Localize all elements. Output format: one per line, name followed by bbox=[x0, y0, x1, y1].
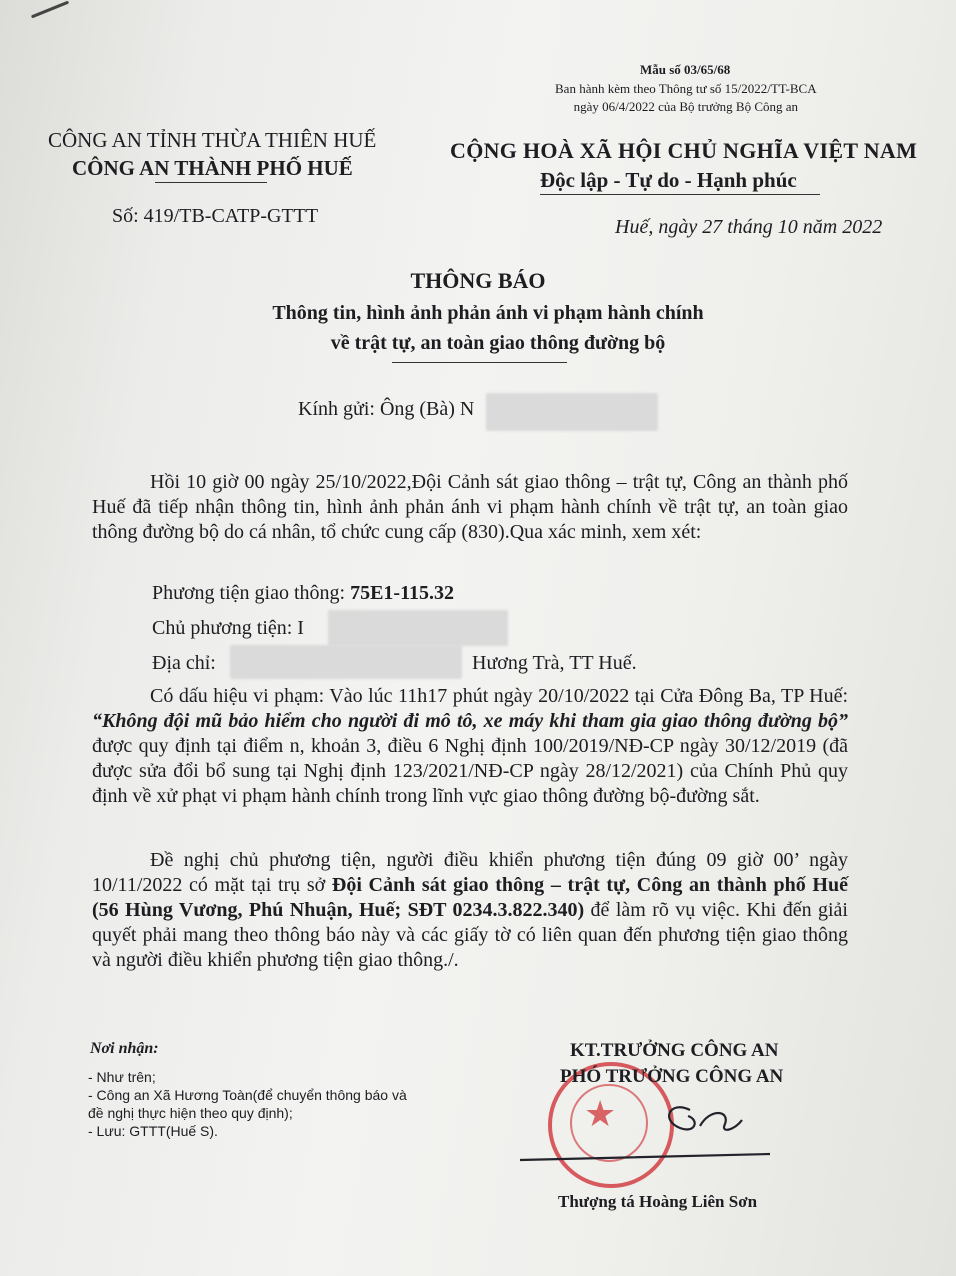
address-label: Địa chỉ: bbox=[152, 652, 216, 674]
address-value: Hương Trà, TT Huế. bbox=[472, 652, 637, 674]
vehicle-line bbox=[152, 582, 454, 605]
redaction-address bbox=[230, 645, 462, 679]
vehicle-plate: 75E1-115.32 bbox=[350, 582, 454, 604]
request-intro: Đề nghị chủ phương tiện, người điều khiển phương tiện đúng 09 giờ 00’ ngày 10/11/2022 có mặt tại trụ sở bbox=[92, 849, 848, 896]
subtitle-underline bbox=[392, 362, 567, 363]
form-code: Mẫu số 03/65/68 bbox=[640, 62, 731, 77]
recipients-label: Nơi nhận: bbox=[90, 1040, 159, 1057]
recipient-line: Kính gửi: Ông (Bà) N bbox=[298, 398, 475, 420]
handwritten-signature bbox=[520, 1090, 780, 1170]
recipients-item-3: - Lưu: GTTT(Huế S). bbox=[88, 1123, 218, 1139]
motto: Độc lập - Tự do - Hạnh phúc bbox=[540, 168, 797, 192]
org-underline bbox=[155, 182, 267, 183]
violation-description: “Không đội mũ bảo hiểm cho người đi mô tô, xe máy khi tham gia giao thông đường bộ” bbox=[92, 710, 848, 732]
signer-name: Thượng tá Hoàng Liên Sơn bbox=[558, 1192, 758, 1211]
vehicle-label: Phương tiện giao thông: bbox=[152, 582, 351, 604]
violation-legal-basis: được quy định tại điểm n, khoản 3, điều 6 Nghị định 100/2019/NĐ-CP ngày 30/12/2019 (đã được sửa đổi bổ sung tại Nghị định 123/2021/NĐ-CP ngày 28/12/2021) của Chính Phủ quy định về xử phạt vi phạm hành chính trong lĩnh vực giao thông đường bộ-đường sắt. bbox=[92, 735, 848, 807]
redaction-owner bbox=[328, 610, 508, 646]
motto-underline bbox=[540, 194, 820, 195]
org-parent: CÔNG AN TỈNH THỪA THIÊN HUẾ bbox=[48, 128, 377, 152]
signature-title-2: PHÓ TRƯỞNG CÔNG AN bbox=[560, 1066, 784, 1087]
document-subtitle-1: Thông tin, hình ảnh phản ánh vi phạm hành chính bbox=[272, 302, 704, 324]
paragraph-violation bbox=[92, 684, 848, 809]
recipients-item-1: - Như trên; bbox=[88, 1069, 156, 1085]
request-location: Đội Cảnh sát giao thông – trật tự, Công an thành phố Huế (56 Hùng Vương, Phú Nhuận, Huế; SĐT 0234.3.822.340) bbox=[92, 874, 848, 921]
paragraph-request bbox=[92, 848, 848, 973]
form-issued-line1: Ban hành kèm theo Thông tư số 15/2022/TT-BCA bbox=[555, 81, 817, 96]
violation-intro: Có dấu hiệu vi phạm: Vào lúc 11h17 phút ngày 20/10/2022 tại Cửa Đông Ba, TP Huế: bbox=[150, 685, 848, 707]
document-title: THÔNG BÁO bbox=[410, 268, 546, 293]
seal-star-icon: ★ bbox=[584, 1094, 617, 1134]
paragraph-intro: Hồi 10 giờ 00 ngày 25/10/2022,Đội Cảnh sát giao thông – trật tự, Công an thành phố Huế đã tiếp nhận thông tin, hình ảnh phản ánh vi phạm hành chính về trật tự, an toàn giao thông đường bộ do cá nhân, tổ chức cung cấp (830).Qua xác minh, xem xét: bbox=[92, 471, 848, 543]
org-name: CÔNG AN THÀNH PHỐ HUẾ bbox=[72, 156, 353, 180]
document-subtitle-2: về trật tự, an toàn giao thông đường bộ bbox=[330, 332, 666, 354]
country-name: CỘNG HOÀ XÃ HỘI CHỦ NGHĨA VIỆT NAM bbox=[450, 138, 918, 163]
owner-label: Chủ phương tiện: I bbox=[152, 617, 304, 639]
form-issued-line2: ngày 06/4/2022 của Bộ trưởng Bộ Công an bbox=[573, 99, 799, 114]
recipients-item-2b: đề nghị thực hiện theo quy định); bbox=[88, 1105, 293, 1121]
pen-mark bbox=[31, 1, 69, 19]
form-issued-note bbox=[555, 80, 817, 116]
document-date: Huế, ngày 27 tháng 10 năm 2022 bbox=[615, 216, 883, 238]
document-number: Số: 419/TB-CATP-GTTT bbox=[112, 205, 319, 227]
redaction-recipient bbox=[486, 393, 658, 431]
request-details: để làm rõ vụ việc. Khi đến giải quyết phải mang theo thông báo này và các giấy tờ có liên quan đến phương tiện giao thông và người điều khiển phương tiện giao thông./. bbox=[92, 899, 848, 971]
recipients-item-2a: - Công an Xã Hương Toàn(để chuyển thông báo và bbox=[88, 1087, 407, 1103]
signature-title-1: KT.TRƯỞNG CÔNG AN bbox=[570, 1040, 779, 1061]
